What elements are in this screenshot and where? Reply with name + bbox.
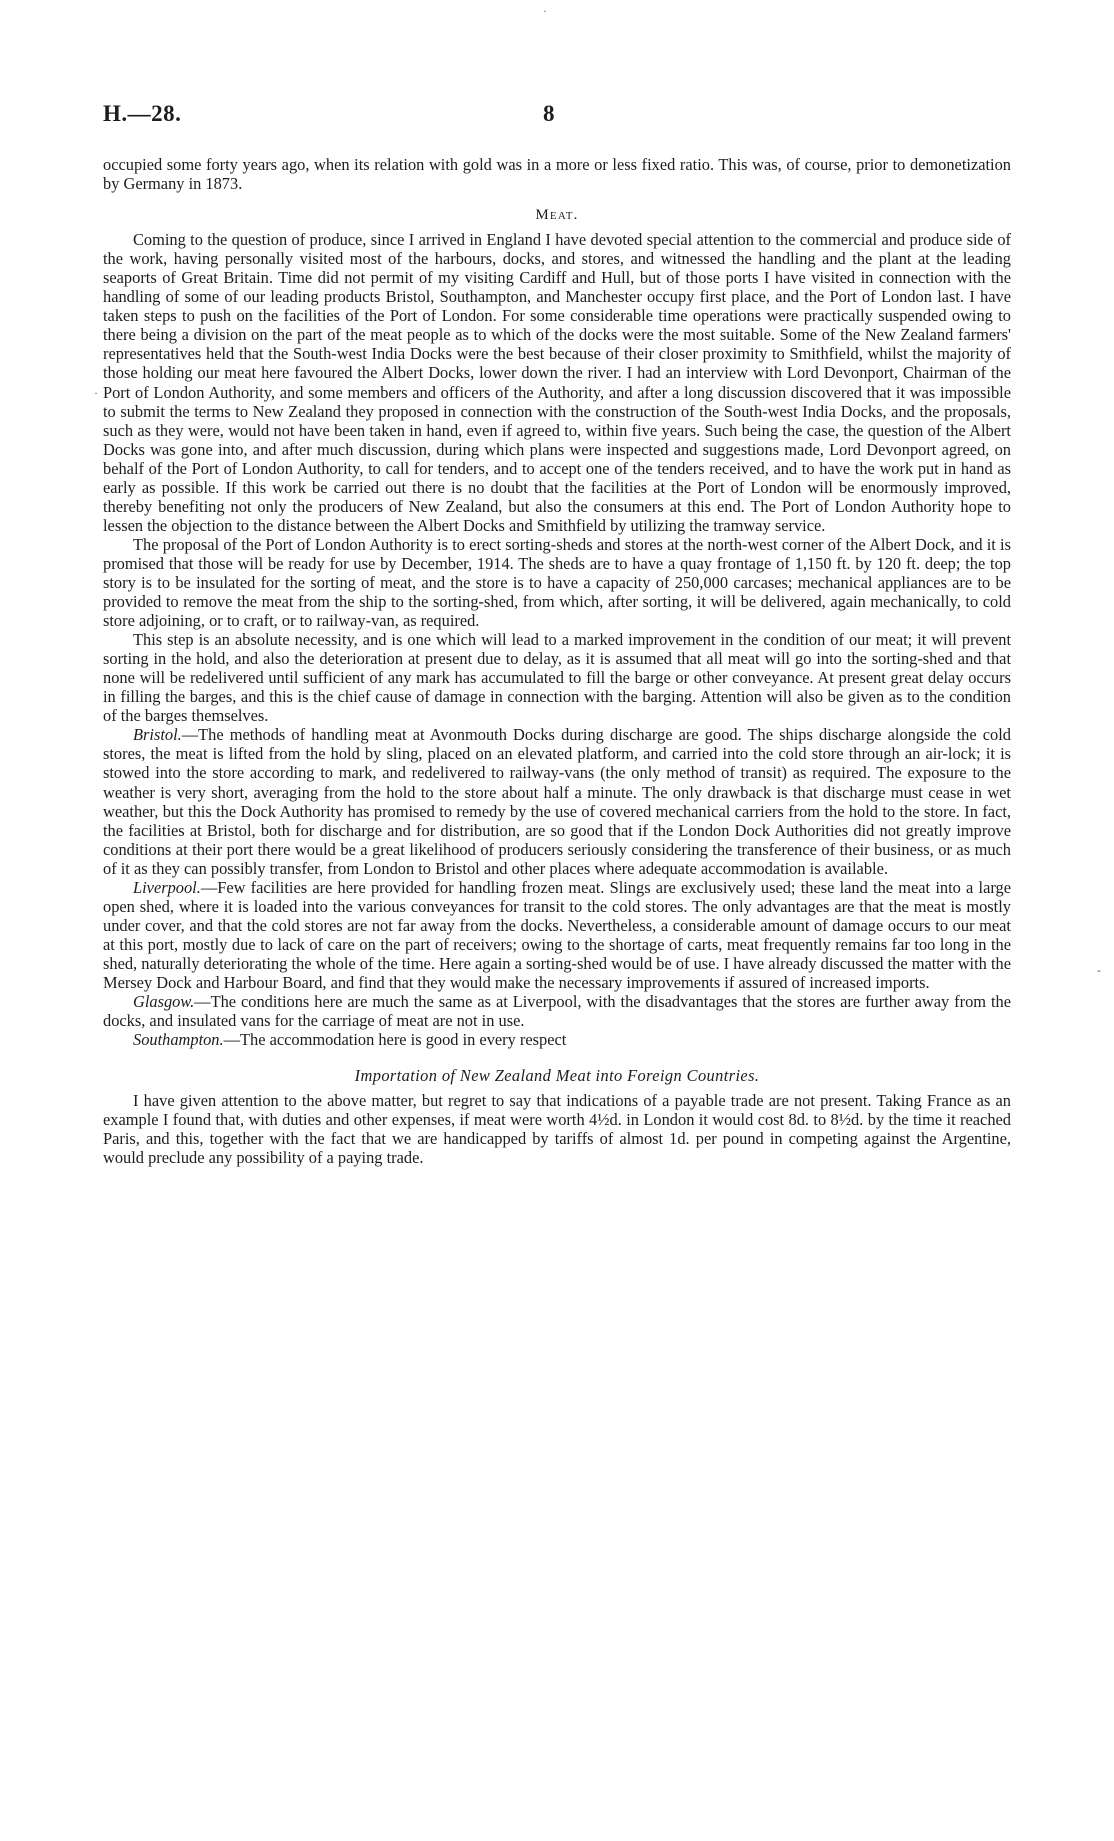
liverpool-lead: Liverpool.: [133, 877, 201, 897]
document-body: [103, 155, 1011, 1167]
print-speck: ·: [543, 4, 547, 18]
opening-paragraph: occupied some forty years ago, when its relation with gold was in a more or less fixed ratio. This was, of course, prior to demonetization by Germany in 1873.: [103, 155, 1011, 194]
print-speck: -: [1097, 963, 1101, 977]
page-header: [103, 101, 1003, 131]
section-heading-meat: Meat.: [535, 207, 579, 224]
document-reference: H.—28.: [103, 101, 182, 126]
page-number: 8: [543, 101, 555, 126]
glasgow-lead: Glasgow.: [133, 992, 195, 1012]
print-speck: ·: [94, 386, 98, 400]
southampton-text: —The accommodation here is good in every respect: [223, 1030, 567, 1050]
liverpool-text: —Few facilities are here provided for handling frozen meat. Slings are exclusively used; these land the meat into a large open shed, where it is loaded into the various conveyances for transit to the cold stores. The only advantages are that the meat is mostly under cover, and that the cold stores are not far away from the docks. Nevertheless, a considerable amount of damage occurs to our meat at this port, mostly due to lack of care on the part of receivers; owing to the shortage of carts, meat frequently remains far too long in the shed, naturally deteriorating the whole of the time. Here again a sorting-shed would be of use. I have already discussed the matter with the Mersey Dock and Harbour Board, and find that they would make the necessary improvements if assured of increased imports.: [103, 877, 1011, 992]
paragraph-bristol: [103, 725, 1011, 877]
paragraph-liverpool: [103, 878, 1011, 992]
paragraph-southampton: [103, 1030, 1011, 1049]
paragraph-glasgow: [103, 992, 1011, 1030]
glasgow-text: —The conditions here are much the same as at Liverpool, with the disadvantages that the stores are further away from the docks, and insulated vans for the carriage of meat are not in use.: [103, 992, 1011, 1031]
paragraph-importation: I have given attention to the above matter, but regret to say that indications of a payable trade are not present. Taking France as an example I found that, with duties and other expenses, if meat were worth 4½d. in London it would cost 8d. to 8½d. by the time it reached Paris, and this, together with the fact that we are handicapped by tariffs of almost 1d. per pound in competing against the Argentine, would preclude any possibility of a paying trade.: [103, 1091, 1011, 1168]
paragraph-produce: Coming to the question of produce, since I arrived in England I have devoted special attention to the commercial and produce side of the work, having personally visited most of the harbours, docks, and stores, and witnessed the handling and the plant at the leading seaports of Great Britain. Time did not permit of my visiting Cardiff and Hull, but of those ports I have visited in connection with the handling of some of our leading products Bristol, Southampton, and Manchester occupy first place, and the Port of London last. I have taken steps to push on the facilities of the Port of London. For some considerable time operations were practically suspended owing to there being a division on the part of the meat people as to which of the docks were the most suitable. Some of the New Zealand farmers' representatives held that the South-west India Docks were the best because of their closer proximity to Smithfield, whilst the majority of those holding our meat here favoured the Albert Docks, lower down the river. I had an interview with Lord Devonport, Chairman of the Port of London Authority, and some members and officers of the Authority, and after a long discussion discovered that it was impossible to submit the terms to New Zealand they proposed in connection with the construction of the South-west India Docks, and the proposals, such as they were, would not have been taken in hand, even if agreed to, within five years. Such being the case, the question of the Albert Docks was gone into, and after much discussion, during which plans were inspected and suggestions made, Lord Devonport agreed, on behalf of the Port of London Authority, to call for tenders, and to accept one of the tenders received, and to have the work put in hand as early as possible. If this work be carried out there is no doubt that the facilities at the Port of London will be enormously improved, thereby benefiting not only the producers of New Zealand, but also the consumers at this end. The Port of London Authority hope to lessen the objection to the distance between the Albert Docks and Smithfield by utilizing the tramway service.: [103, 230, 1011, 535]
paragraph-sorting-shed-necessity: This step is an absolute necessity, and is one which will lead to a marked improvement in the condition of our meat; it will prevent sorting in the hold, and also the deterioration at present due to delay, as it is assumed that all meat will go into the sorting-shed and that none will be redelivered until sufficient of any mark has accumulated to fill the barge or other conveyance. At present great delay occurs in filling the barges, and this is the chief cause of damage in connection with the barging. Attention will also be given as to the condition of the barges themselves.: [103, 630, 1011, 726]
bristol-lead: Bristol.: [133, 725, 182, 745]
bristol-text: —The methods of handling meat at Avonmouth Docks during discharge are good. The ships discharge alongside the cold stores, the meat is lifted from the hold by sling, placed on an elevated platform, and carried into the cold store through an air-lock; it is stowed into the store according to mark, and redelivered to railway-vans (the only method of transit) as required. The exposure to the weather is very short, averaging from the hold to the store about half a minute. The only drawback is that discharge must cease in wet weather, but this the Dock Authority has promised to remedy by the use of covered mechanical carriers from the hold to the store. In fact, the facilities at Bristol, both for discharge and for distribution, are so good that if the London Dock Authorities did not greatly improve conditions at their port there would be a great likelihood of producers seriously considering the transference of their business, or as much of it as they can possibly transfer, from London to Bristol and other places where adequate accommodation is available.: [103, 725, 1011, 878]
southampton-lead: Southampton.: [133, 1030, 224, 1050]
section-heading-importation: Importation of New Zealand Meat into Foreign Countries.: [354, 1066, 760, 1086]
paragraph-port-of-london-proposal: The proposal of the Port of London Authority is to erect sorting-sheds and stores at the north-west corner of the Albert Dock, and it is promised that those will be ready for use by December, 1914. The sheds are to have a quay frontage of 1,150 ft. by 120 ft. deep; the top story is to be insulated for the sorting of meat, and the store is to have a capacity of 250,000 carcases; mechanical appliances are to be provided to remove the meat from the ship to the sorting-shed, from which, after sorting, it will be delivered, again mechanically, to cold store adjoining, or to craft, or to railway-van, as required.: [103, 534, 1011, 631]
